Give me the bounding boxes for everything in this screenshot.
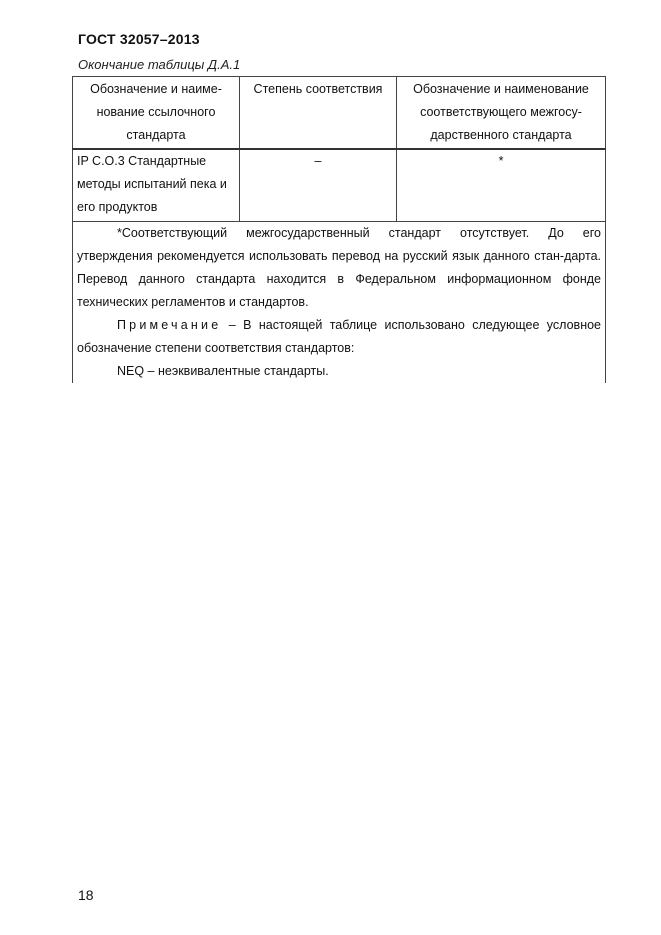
note-label: Примечание [117, 318, 222, 332]
notes-row [73, 222, 606, 384]
notes-cell [73, 222, 606, 384]
page-number: 18 [78, 887, 94, 903]
table-caption: Окончание таблицы Д.А.1 [78, 57, 241, 72]
cell-reference-standard: IP C.O.3 Стандартные методы испытаний пека и его продуктов [73, 149, 240, 222]
cell-degree-of-conformity: – [240, 149, 397, 222]
header-degree-of-conformity: Степень соответствия [240, 77, 397, 150]
table-header-row [73, 77, 606, 150]
note-text: – В настоящей таблице использовано следующее условное обозначение степени соответствия стандартов: [77, 318, 601, 355]
cell-interstate-standard: * [397, 149, 606, 222]
header-interstate-standard: Обозначение и наименование соответствующего межгосу-дарственного стандарта [397, 77, 606, 150]
neq-definition: NEQ – неэквивалентные стандарты. [117, 364, 329, 378]
table-row [73, 149, 606, 222]
header-reference-standard: Обозначение и наиме-нование ссылочного стандарта [73, 77, 240, 150]
standards-table [72, 76, 606, 383]
note-paragraph [77, 314, 601, 360]
footnote-text: *Соответствующий межгосударственный стандарт отсутствует. До его утверждения рекомендуется использовать перевод на русский язык данного стан-дарта. Перевод данного стандарта находится в Федеральном информационном фонде технических регламентов и стандартов. [77, 226, 601, 309]
document-header: ГОСТ 32057–2013 [78, 31, 200, 47]
